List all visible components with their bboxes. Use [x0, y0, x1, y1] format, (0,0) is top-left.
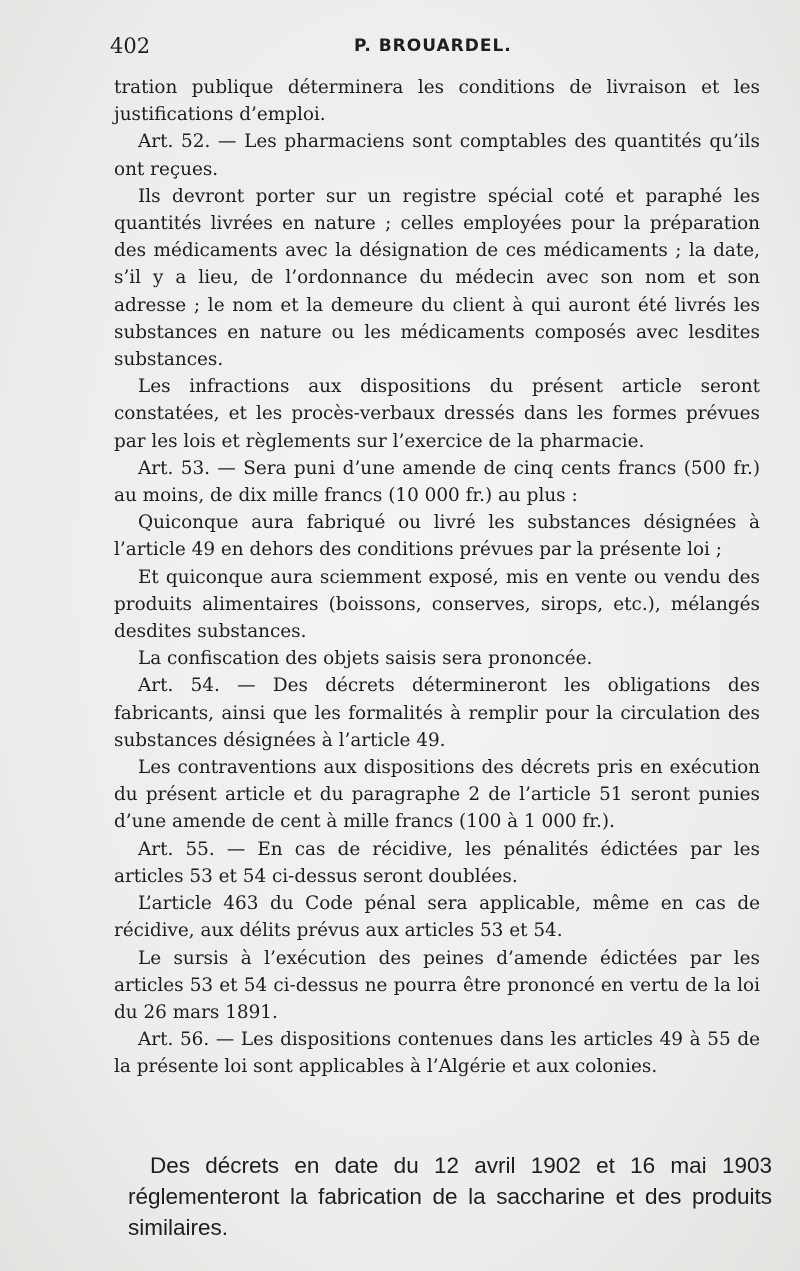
paragraph: L’article 463 du Code pénal sera applicable, même en cas de récidive, aux délits prévus aux articles 53 et 54. — [114, 893, 760, 942]
running-head-author: P. BROUARDEL. — [354, 36, 512, 56]
paragraph-article-55: Art. 55. — En cas de récidive, les pénalités édictées par les articles 53 et 54 ci-dessus seront doublées. — [114, 838, 760, 887]
paragraph-article-56: Art. 56. — Les dispositions contenues dans les articles 49 à 55 de la présente loi sont applicables à l’Algérie et aux colonies. — [114, 1029, 760, 1078]
paragraph: Et quiconque aura sciemment exposé, mis en vente ou vendu des produits alimentaires (boissons, conserves, sirops, etc.), mélangés desdites substances. — [114, 566, 760, 643]
paragraph: Les contraventions aux dispositions des décrets pris en exécution du présent article et du paragraphe 2 de l’article 51 seront punies d’une amende de cent à mille francs (100 à 1 000 fr.). — [114, 757, 760, 833]
paragraph: Ils devront porter sur un registre spécial coté et paraphé les quantités livrées en nature ; celles employées pour la préparation des médicaments avec la désignation de ces médicaments ; la date, s’il y a lieu, de l’ordonnance du médecin avec son nom et son adresse ; le nom et la demeure du client à qui auront été livrés les substances en nature ou les médicaments composés avec lesdites substances. — [114, 185, 760, 371]
paragraph: tration publique déterminera les conditions de livraison et les justifications d’emploi. — [114, 77, 760, 126]
paragraph: Le sursis à l’exécution des peines d’amende édictées par les articles 53 et 54 ci-dessus ne pourra être prononcé en vertu de la loi du 26 mars 1891. — [114, 947, 760, 1023]
footnote-text: Des décrets en date du 12 avril 1902 et 16 mai 1903 réglementeront la fabrication de la saccharine et des produits similaires. — [128, 1153, 772, 1240]
paragraph-article-53: Art. 53. — Sera puni d’une amende de cinq cents francs (500 fr.) au moins, de dix mille francs (10 000 fr.) au plus : — [114, 457, 760, 507]
paragraph-article-54: Art. 54. — Des décrets détermineront les obligations des fabricants, ainsi que les formalités à remplir pour la circulation des substances désignées à l’article 49. — [114, 675, 760, 751]
paragraph: Les infractions aux dispositions du présent article seront constatées, et les procès-verbaux dressés dans les formes prévues par les lois et règlements sur l’exercice de la pharmacie. — [114, 376, 760, 452]
body-text — [114, 74, 760, 1081]
page-number: 402 — [110, 34, 151, 58]
paragraph: La confiscation des objets saisis sera prononcée. — [138, 648, 593, 670]
paragraph-article-52: Art. 52. — Les pharmaciens sont comptables des quantités qu’ils ont reçues. — [114, 131, 760, 180]
footnote — [128, 1150, 772, 1243]
paragraph: Quiconque aura fabriqué ou livré les substances désignées à l’article 49 en dehors des conditions prévues par la présente loi ; — [114, 512, 760, 561]
running-head — [110, 34, 760, 64]
